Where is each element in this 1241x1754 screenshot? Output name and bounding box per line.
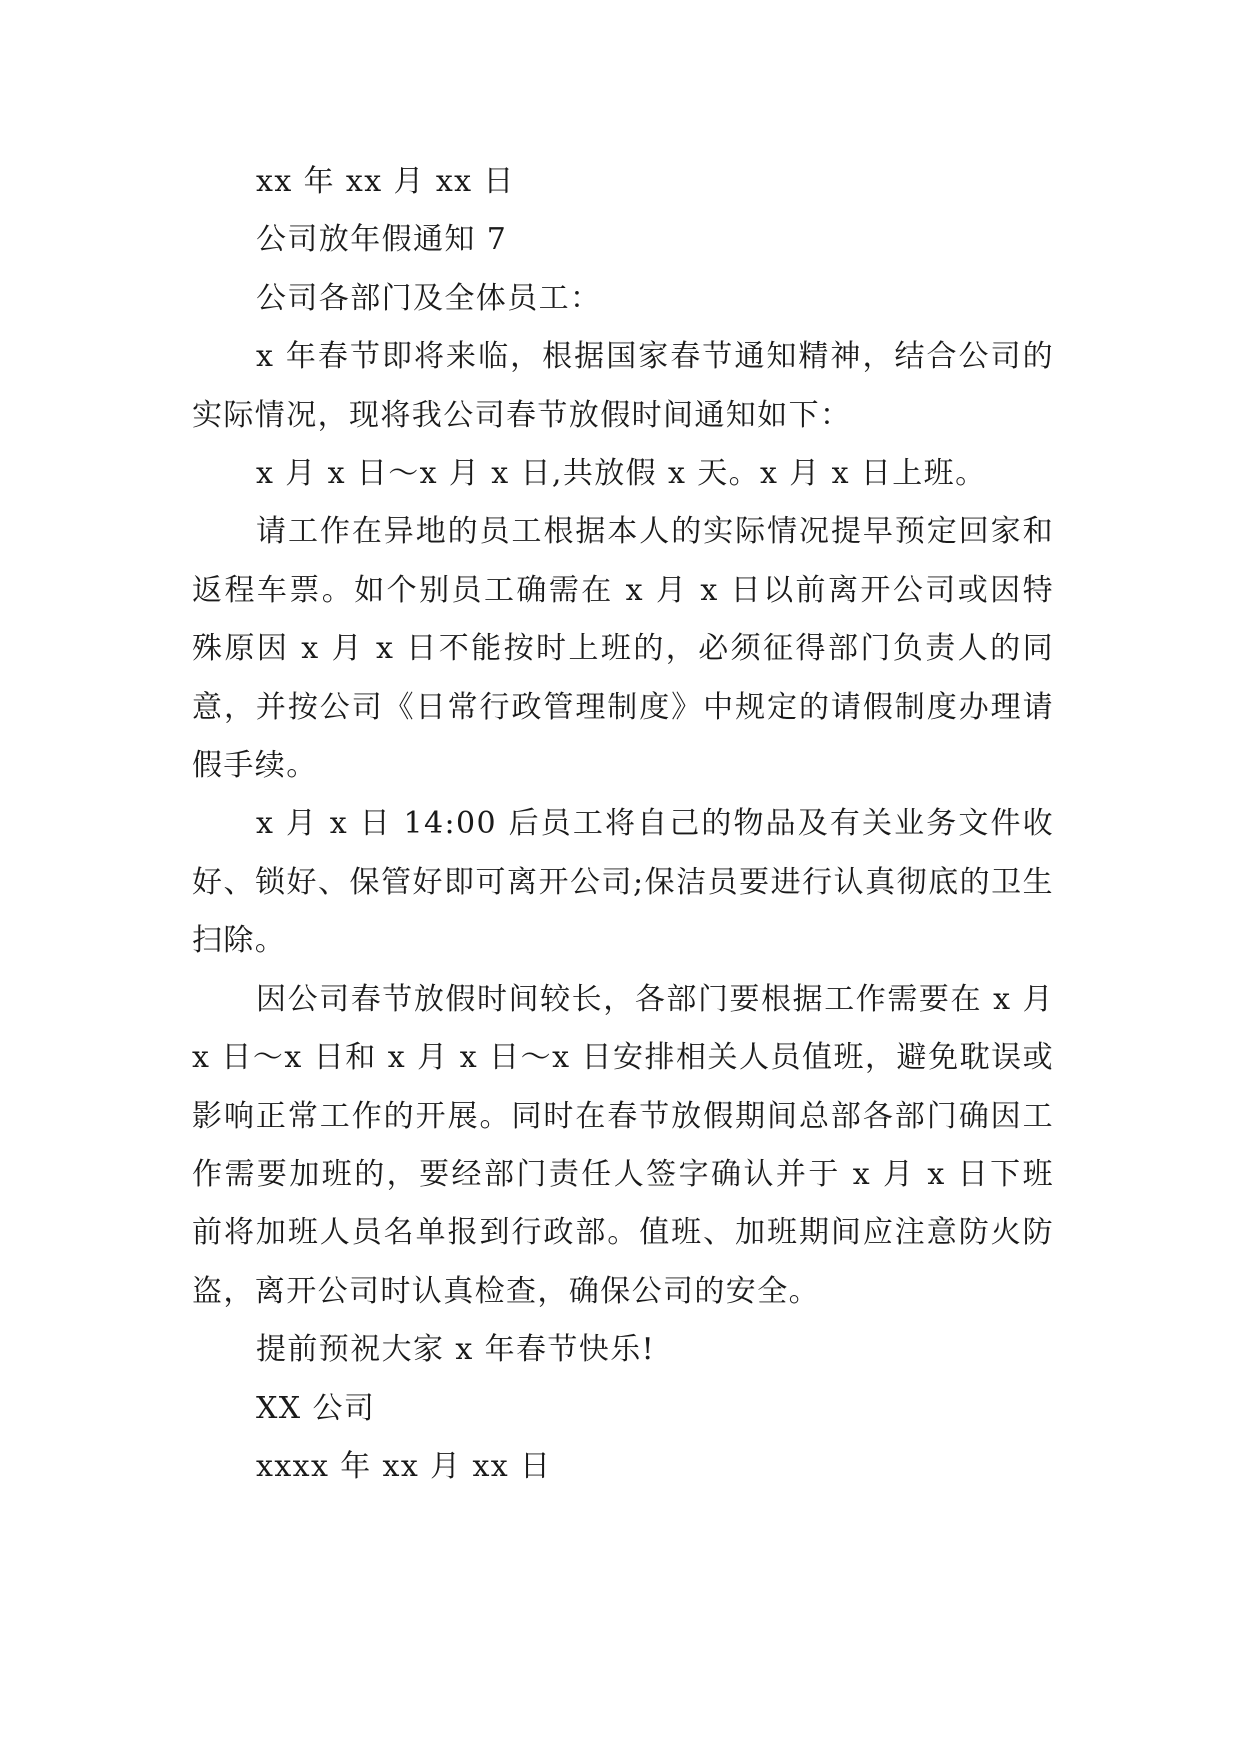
paragraph-departure: x 月 x 日 14:00 后员工将自己的物品及有关业务文件收好、锁好、保管好即可离开公司;保洁员要进行认真彻底的卫生扫除。: [192, 806, 1054, 959]
paragraph-intro: x 年春节即将来临，根据国家春节通知精神，结合公司的实际情况，现将我公司春节放假时间通知如下：: [192, 339, 1054, 433]
paragraph-duty-arrangement: 因公司春节放假时间较长，各部门要根据工作需要在 x 月 x 日～x 日和 x 月 x 日～x 日安排相关人员值班，避免耽误或影响正常工作的开展。同时在春节放假期间总部各部门确因工作需要加班的，要经部门责任人签字确认并于 x 月 x 日下班前将加班人员名单报到行政部。值班、加班期间应注意防火防盗，离开公司时认真检查，确保公司的安全。: [192, 981, 1054, 1309]
notice-title: 公司放年假通知 7: [256, 222, 508, 258]
document-body: [192, 153, 1054, 1496]
paragraph-travel-leave: 请工作在异地的员工根据本人的实际情况提早预定回家和返程车票。如个别员工确需在 x 月 x 日以前离开公司或因特殊原因 x 月 x 日不能按时上班的，必须征得部门负责人的同意，并按公司《日常行政管理制度》中规定的请假制度办理请假手续。: [192, 514, 1054, 784]
top-date: xx 年 xx 月 xx 日: [256, 164, 515, 199]
signature-company: XX 公司: [256, 1390, 376, 1426]
bottom-date: xxxx 年 xx 月 xx 日: [256, 1448, 552, 1484]
salutation: 公司各部门及全体员工：: [256, 280, 602, 316]
paragraph-holiday-period: x 月 x 日～x 月 x 日,共放假 x 天。x 月 x 日上班。: [256, 456, 987, 492]
paragraph-greeting: 提前预祝大家 x 年春节快乐!: [256, 1332, 656, 1368]
